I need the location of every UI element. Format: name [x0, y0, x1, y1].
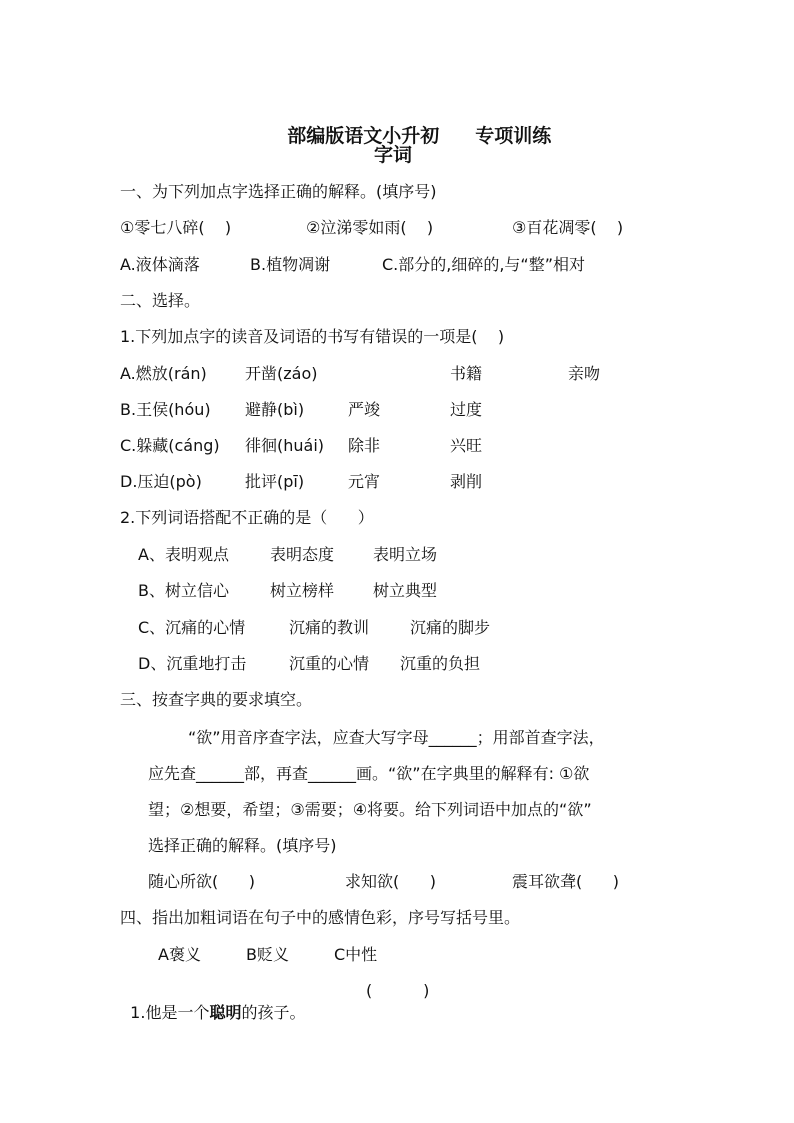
section1-heading: 一、为下列加点字选择正确的解释。(填序号)	[120, 182, 437, 201]
section2-question-2: 2.下列词语搭配不正确的是（ ）	[120, 508, 374, 527]
section1-option-b: B.植物凋谢	[250, 255, 331, 274]
q1-row-d-col1: D.压迫(pò)	[120, 472, 202, 491]
q2-row-b-col1: B、树立信心	[138, 581, 229, 600]
q2-row-d-col1: D、沉重地打击	[138, 654, 247, 673]
q1-row-b-col2: 避静(bì)	[245, 400, 305, 419]
q1-row-c-col3: 除非	[348, 436, 381, 455]
q2-row-b-col3: 树立典型	[373, 581, 438, 600]
q1-row-b-col3: 严竣	[348, 400, 381, 419]
section1-option-c: C.部分的,细碎的,与“整”相对	[382, 255, 586, 274]
q2-row-a-col2: 表明态度	[270, 545, 335, 564]
section4-q1-suffix: 的孩子。	[241, 1003, 306, 1022]
page-title	[274, 99, 551, 148]
section4-question-1	[120, 980, 305, 1024]
q1-row-b-col1: B.王侯(hóu)	[120, 400, 211, 419]
q2-row-b-col2: 树立榜样	[270, 581, 335, 600]
section4-option-a: A褒义	[158, 945, 201, 964]
q1-row-d-col3: 元宵	[348, 472, 381, 491]
q1-row-a-col1: A.燃放(rán)	[120, 364, 207, 383]
page-subtitle: 字词	[374, 144, 413, 166]
q1-row-a-col5: 亲吻	[568, 364, 601, 383]
section3-paragraph-line-3: 望；②想要，希望；③需要；④将要。给下列词语中加点的“欲”	[148, 800, 592, 819]
section4-heading: 四、指出加粗词语在句子中的感情色彩，序号写括号里。	[120, 908, 521, 927]
section4-option-b: B贬义	[246, 945, 289, 964]
section1-item-3: ③百花凋零( )	[512, 218, 624, 237]
q1-row-c-col2: 徘徊(huái)	[245, 436, 325, 455]
section4-q1-answer-blank: ( )	[366, 981, 430, 1000]
section2-heading: 二、选择。	[120, 291, 201, 310]
q1-row-c-col1: C.躲藏(cáng)	[120, 436, 220, 455]
section3-heading: 三、按查字典的要求填空。	[120, 690, 313, 709]
section3-paragraph-line-1: “欲”用音序查字法，应查大写字母______；用部首查字法，	[188, 728, 605, 747]
q2-row-a-col1: A、表明观点	[138, 545, 229, 564]
q1-row-a-col4: 书籍	[450, 364, 483, 383]
q1-row-b-col4: 过度	[450, 400, 483, 419]
section1-item-1: ①零七八碎( )	[120, 218, 232, 237]
section4-option-c: C中性	[334, 945, 378, 964]
q2-row-a-col3: 表明立场	[373, 545, 438, 564]
section3-item-1: 随心所欲( )	[148, 872, 256, 891]
page-title-main: 部编版语文小升初	[287, 125, 440, 147]
q1-row-d-col2: 批评(pī)	[245, 472, 305, 491]
section1-option-a: A.液体滴落	[120, 255, 200, 274]
section4-q1-bold-word: 聪明	[209, 1003, 242, 1022]
section4-q1-prefix: 1.他是一个	[130, 1003, 210, 1022]
section3-paragraph-line-4: 选择正确的解释。(填序号)	[148, 836, 337, 855]
section2-question-1: 1.下列加点字的读音及词语的书写有错误的一项是( )	[120, 327, 505, 346]
q1-row-d-col4: 剥削	[450, 472, 483, 491]
page-title-secondary: 专项训练	[475, 125, 552, 147]
section1-item-2: ②泣涕零如雨( )	[306, 218, 434, 237]
q2-row-c-col1: C、沉痛的心情	[138, 618, 246, 637]
q2-row-d-col2: 沉重的心情	[289, 654, 370, 673]
q1-row-c-col4: 兴旺	[450, 436, 483, 455]
section3-item-2: 求知欲( )	[345, 872, 437, 891]
q2-row-c-col2: 沉痛的教训	[289, 618, 370, 637]
section3-paragraph-line-2: 应先查______部，再查______画。“欲”在字典里的解释有: ①欲	[148, 764, 590, 783]
q2-row-d-col3: 沉重的负担	[400, 654, 481, 673]
q1-row-a-col2: 开凿(záo)	[245, 364, 318, 383]
section3-item-3: 震耳欲聋( )	[512, 872, 620, 891]
q2-row-c-col3: 沉痛的脚步	[410, 618, 491, 637]
